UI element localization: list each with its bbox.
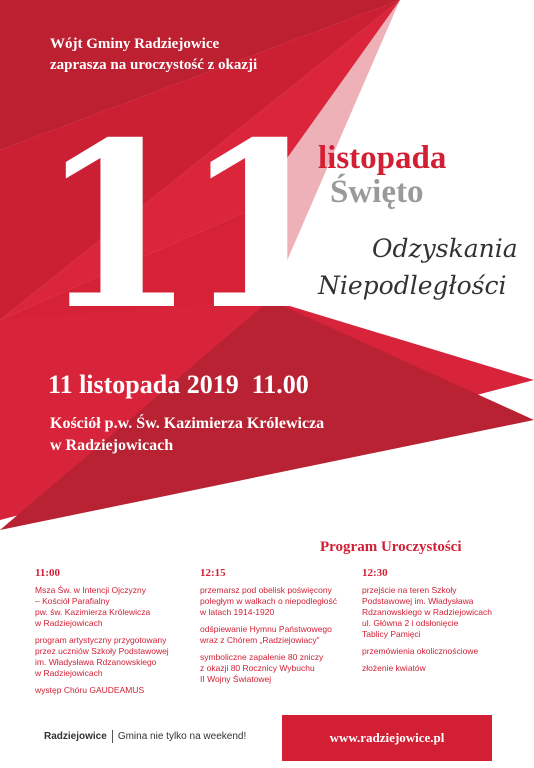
holiday-title: Święto bbox=[330, 174, 424, 210]
event-place-line-2: w Radziejowicach bbox=[50, 437, 174, 454]
program-time: 12:30 bbox=[362, 567, 388, 579]
program-column-1100 bbox=[35, 568, 195, 702]
event-place-line-1: Kościół p.w. Św. Kazimierza Królewicza bbox=[50, 415, 325, 432]
program-item: przejście na teren Szkoły Podstawowej im. Władysława Rdzanowskiego w Radziejowicach ul. Główna 2 i odsłonięcie Tablicy Pamięci bbox=[362, 585, 492, 639]
website-link[interactable]: www.radziejowice.pl bbox=[282, 715, 492, 761]
program-item: występ Chóru GAUDEAMUS bbox=[35, 685, 145, 695]
invitation-line-2: zaprasza na uroczystość z okazji bbox=[50, 57, 258, 73]
footer-brand bbox=[44, 730, 246, 744]
brand-name: Radziejowice bbox=[44, 731, 107, 743]
program-time: 12:15 bbox=[200, 567, 226, 579]
program-item: przemarsz pod obelisk poświęcony poległym w walkach o niepodległość w latach 1914-1920 bbox=[200, 585, 338, 617]
program-item: Msza Św. w Intencji Ojczyzny – Kościół Parafialny pw. św. Kazimierza Królewicza w Radziejowicach bbox=[35, 585, 151, 628]
big-number: 11 bbox=[38, 92, 328, 360]
program-item: symboliczne zapalenie 80 zniczy z okazji 80 Rocznicy Wybuchu II Wojny Światowej bbox=[200, 652, 324, 684]
program-item: odśpiewanie Hymnu Państwowego wraz z Chórem „Radziejowiacy” bbox=[200, 624, 332, 645]
program-item: złożenie kwiatów bbox=[362, 663, 426, 673]
invitation-text bbox=[50, 34, 257, 76]
program-column-1215 bbox=[200, 568, 360, 691]
invitation-line-1: Wójt Gminy Radziejowice bbox=[50, 36, 220, 52]
event-date-time: 11 listopada 2019 11.00 bbox=[48, 370, 309, 399]
brand-slogan: Gmina nie tylko na weekend! bbox=[117, 731, 247, 743]
program-time: 11:00 bbox=[35, 567, 61, 579]
program-title: Program Uroczystości bbox=[320, 539, 462, 555]
program-item: przemówienia okolicznościowe bbox=[362, 646, 479, 656]
event-place bbox=[50, 413, 324, 457]
month-title: listopada bbox=[318, 140, 447, 176]
footer-divider bbox=[112, 730, 113, 743]
script-line-1: Odzyskania bbox=[372, 234, 518, 263]
program-column-1230 bbox=[362, 568, 522, 680]
program-item: program artystyczny przygotowany przez uczniów Szkoły Podstawowej im. Władysława Rdzanowskiego w Radziejowicach bbox=[35, 635, 169, 678]
script-line-2: Niepodległości bbox=[318, 271, 507, 300]
